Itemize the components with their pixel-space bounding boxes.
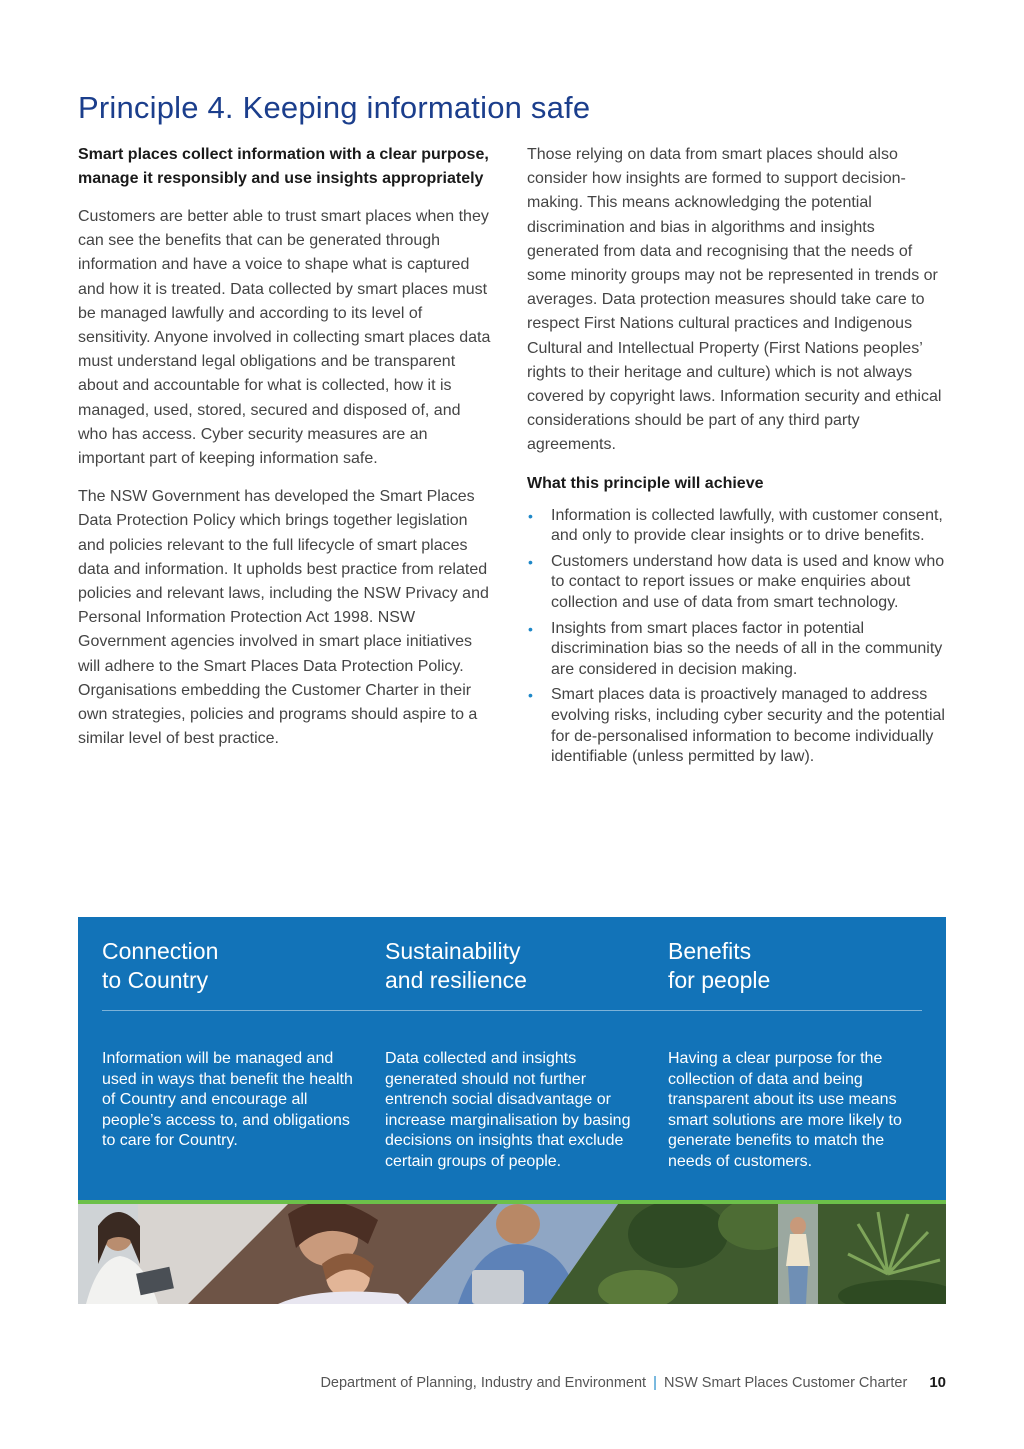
panel-text: Data collected and insights generated should not further entrench social disadvantage or increase marginalisation by basing decisions on insights that exclude certain groups of people. xyxy=(385,1050,631,1170)
panel-sustainability-and-resilience xyxy=(385,937,640,1170)
panel-text: Information will be managed and used in ways that benefit the health of Country and encourage all people’s access to, and obligations to care for Country. xyxy=(102,1050,353,1150)
footer-separator: | xyxy=(653,1375,657,1391)
left-paragraph-2: The NSW Government has developed the Smart Places Data Protection Policy which brings together legislation and policies relevant to the full lifecycle of smart places data and information. It upholds best practice from related policies and relevant laws, including the NSW Privacy and Personal Information Protection Act 1998. NSW Government agencies involved in smart place initiatives will adhere to the Smart Places Data Protection Policy. Organisations embedding the Customer Charter in their own strategies, policies and programs should aspire to a similar level of best practice. xyxy=(78,488,489,748)
achieve-list xyxy=(527,506,947,768)
page-number: 10 xyxy=(929,1374,946,1391)
list-item: • Insights from smart places factor in potential discrimination bias so the needs of all in the community are considered in decision making. xyxy=(528,619,943,678)
list-item: • Smart places data is proactively managed to address evolving risks, including cyber security and the potential for de-personalised information to become individually identifiable (unless permitted by law). xyxy=(528,686,945,766)
bullet-icon: • xyxy=(528,620,533,637)
panel-benefits-for-people xyxy=(668,937,923,1170)
panel-heading: Benefits for people xyxy=(668,938,771,993)
photo-collage-image xyxy=(78,1204,946,1304)
intro-lead: Smart places collect information with a clear purpose, manage it responsibly and use insights appropriately xyxy=(78,146,489,187)
footer-department: Department of Planning, Industry and Environment xyxy=(320,1375,647,1391)
panel-heading: Sustainability and resilience xyxy=(385,938,527,993)
bullet-icon: • xyxy=(528,553,533,570)
panel-text: Having a clear purpose for the collection of data and being transparent about its use means smart solutions are more likely to generate benefits to match the needs of customers. xyxy=(668,1050,902,1170)
right-column xyxy=(527,143,947,773)
bullet-icon: • xyxy=(528,687,533,704)
bullet-icon: • xyxy=(528,507,533,524)
right-paragraph-1: Those relying on data from smart places should also consider how insights are formed to support decision-making. This means acknowledging the potential discrimination and bias in algorithms and insights generated from data and recognising that the needs of some minority groups may not be represented in trends or averages. Data protection measures should take care to respect First Nations cultural practices and Indigenous Cultural and Intellectual Property (First Nations peoples’ rights to their heritage and culture) which is not always covered by copyright laws. Information security and ethical considerations should be part of any third party agreements. xyxy=(527,146,942,454)
principles-panel xyxy=(78,917,946,1201)
page-title: Principle 4. Keeping information safe xyxy=(78,90,591,125)
list-item: • Customers understand how data is used and know who to contact to report issues or make enquiries about collection and use of data from smart technology. xyxy=(528,552,945,612)
left-paragraph-1: Customers are better able to trust smart places when they can see the benefits that can be generated through information and have a voice to shape what is captured and how it is treated. Data collected by smart places must be managed lawfully and according to its level of sensitivity. Anyone involved in collecting smart places data must understand legal obligations and be transparent about and accountable for what is collected, how it is managed, used, stored, secured and disposed of, and who has access. Cyber security measures are an important part of keeping information safe. xyxy=(78,208,491,468)
page-footer xyxy=(320,1374,946,1391)
panel-divider xyxy=(102,1010,922,1011)
panel-heading: Connection to Country xyxy=(102,938,219,993)
panel-connection-to-country xyxy=(102,937,357,1150)
left-column xyxy=(78,143,494,765)
list-item: • Information is collected lawfully, with customer consent, and only to provide clear insights or to drive benefits. xyxy=(528,506,943,545)
achieve-heading: What this principle will achieve xyxy=(527,474,764,492)
photo-collage xyxy=(78,1204,946,1304)
footer-charter: NSW Smart Places Customer Charter xyxy=(663,1375,908,1391)
